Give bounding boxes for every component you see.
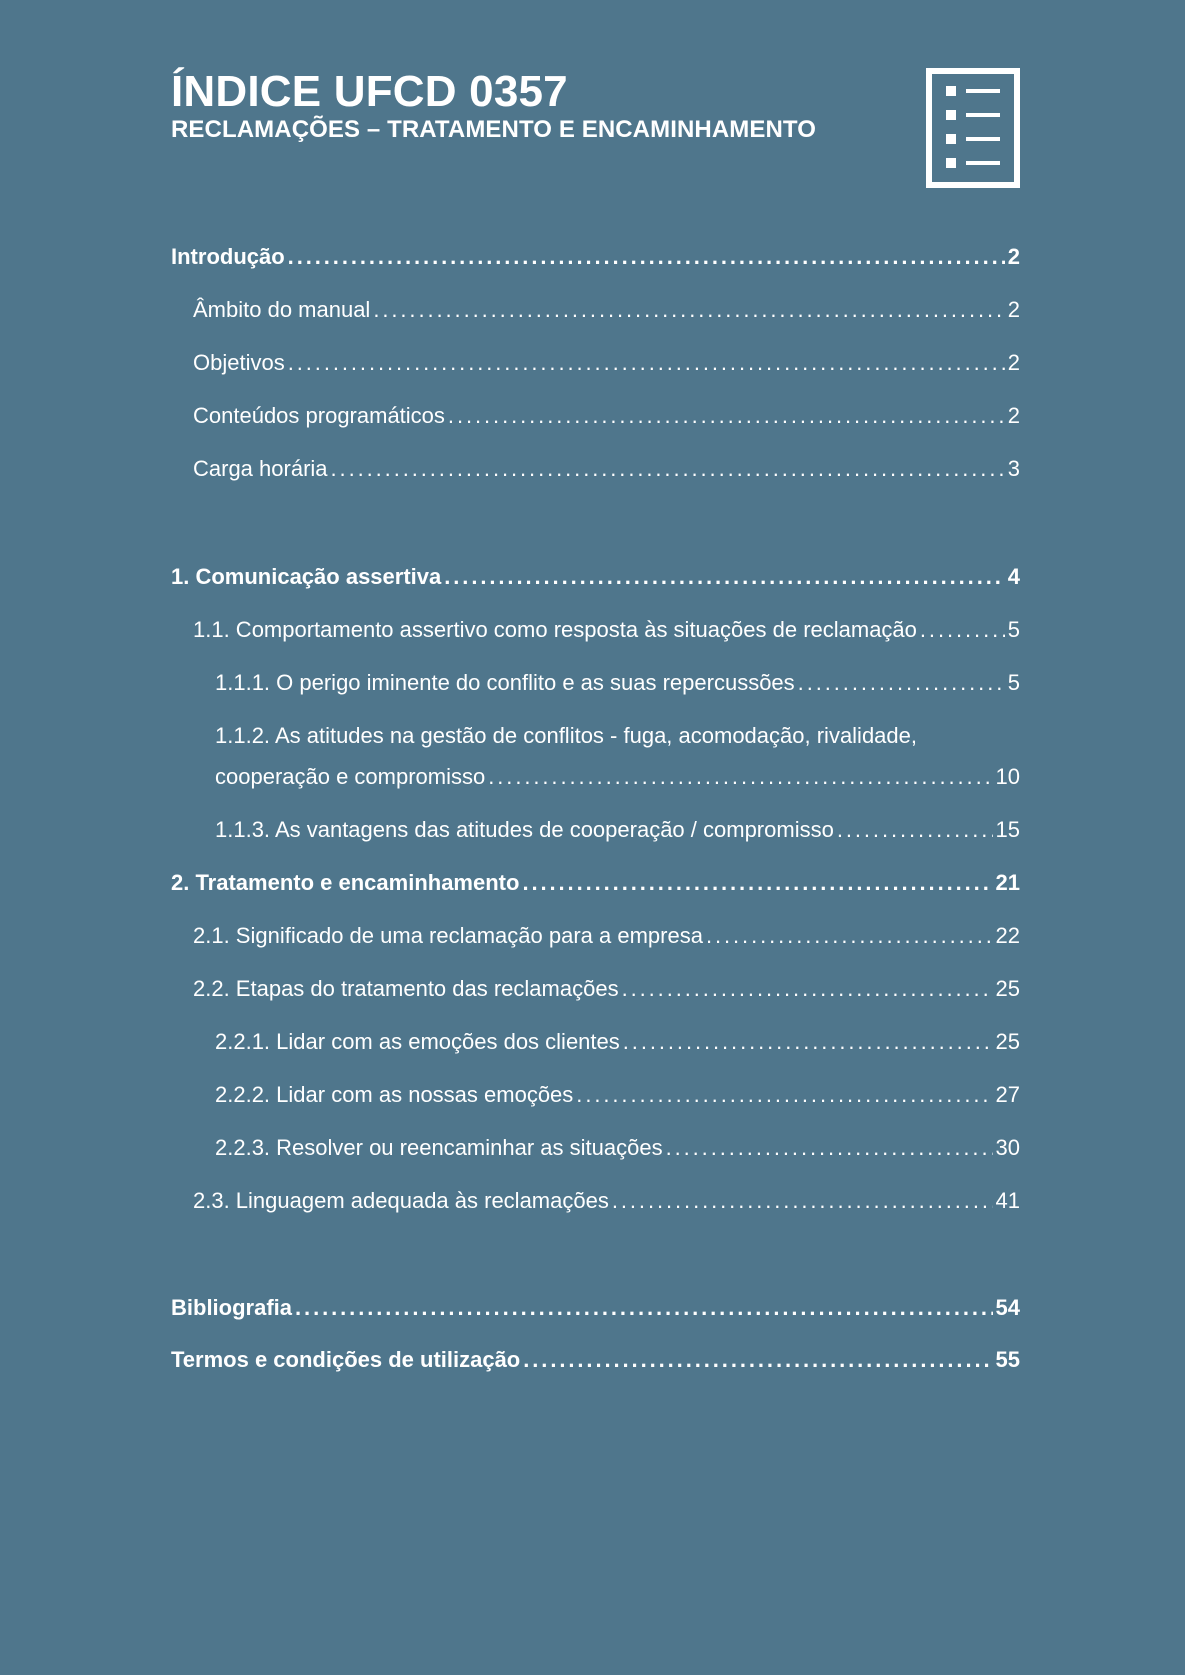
toc-entry-page: 30: [995, 1135, 1020, 1160]
dot-leader: [666, 1127, 993, 1168]
toc-entry-page: 27: [995, 1082, 1020, 1107]
dot-leader: [295, 1287, 993, 1328]
toc-entry-page: 22: [995, 923, 1020, 948]
toc-entry-etapas[interactable]: [171, 968, 1020, 1009]
toc-entry-page: 2: [1007, 244, 1020, 269]
toc-entry-page: 3: [1007, 456, 1020, 481]
dot-leader: [331, 448, 1005, 489]
dot-leader: [288, 236, 1005, 277]
toc-entry-perigo-conflito[interactable]: [171, 662, 1020, 703]
toc-entry-significado[interactable]: [171, 915, 1020, 956]
toc-entry-label: 1.1.1. O perigo iminente do conflito e as suas repercussões: [215, 670, 795, 695]
dot-leader: [706, 915, 993, 956]
toc-entry-label: Carga horária: [193, 456, 328, 481]
toc-entry-bibliografia[interactable]: [171, 1287, 1020, 1328]
toc-entry-label: Objetivos: [193, 350, 285, 375]
toc-entry-page: 5: [1007, 617, 1020, 642]
toc-entry-label: 2. Tratamento e encaminhamento: [171, 870, 520, 895]
dot-leader: [576, 1074, 992, 1115]
dot-leader: [288, 342, 1005, 383]
toc-entry-page: 41: [995, 1188, 1020, 1213]
toc-entry-label: 1.1.3. As vantagens das atitudes de cooperação / compromisso: [215, 817, 834, 842]
dot-leader: [623, 1021, 993, 1062]
dot-leader: [837, 809, 993, 850]
toc-entry-resolver[interactable]: [171, 1127, 1020, 1168]
toc-entry-page: 2: [1007, 403, 1020, 428]
toc-entry-comportamento-assertivo[interactable]: [171, 609, 1020, 650]
toc-entry-label: Âmbito do manual: [193, 297, 371, 322]
dot-leader: [920, 609, 1005, 650]
toc-entry-page: 21: [995, 870, 1020, 895]
dot-leader: [612, 1180, 993, 1221]
toc-entry-conteudos[interactable]: [171, 395, 1020, 436]
toc-entry-label-line2: cooperação e compromisso: [215, 764, 486, 789]
dot-leader: [522, 862, 992, 903]
toc-entry-page: 4: [1007, 564, 1020, 589]
toc-entry-label: 2.2.1. Lidar com as emoções dos clientes: [215, 1029, 620, 1054]
toc-entry-page: 5: [1007, 670, 1020, 695]
toc-entry-page: 54: [995, 1295, 1020, 1320]
toc-entry-comunicacao-assertiva[interactable]: [171, 556, 1020, 597]
toc-entry-nossas-emocoes[interactable]: [171, 1074, 1020, 1115]
toc-entry-label: Bibliografia: [171, 1295, 293, 1320]
toc-entry-page: 15: [995, 817, 1020, 842]
toc-entry-label: Introdução: [171, 244, 285, 269]
toc-entry-termos[interactable]: [171, 1339, 1020, 1380]
toc-entry-label-line1: 1.1.2. As atitudes na gestão de conflitos - fuga, acomodação, rivalidade,: [215, 723, 918, 748]
toc-entry-page: 2: [1007, 350, 1020, 375]
toc-entry-label: 1. Comunicação assertiva: [171, 564, 442, 589]
toc-entry-linguagem[interactable]: [171, 1180, 1020, 1221]
toc-entry-label: 2.2.2. Lidar com as nossas emoções: [215, 1082, 574, 1107]
toc-entry-vantagens[interactable]: [171, 809, 1020, 850]
dot-leader: [523, 1339, 992, 1380]
toc-entry-label: Conteúdos programáticos: [193, 403, 445, 428]
toc-entry-label: 1.1. Comportamento assertivo como resposta às situações de reclamação: [193, 617, 917, 642]
toc-entry-page: 25: [995, 1029, 1020, 1054]
toc-entry-carga-horaria[interactable]: [171, 448, 1020, 489]
toc-entry-tratamento[interactable]: [171, 862, 1020, 903]
toc-entry-page: 10: [995, 764, 1020, 789]
toc-entry-objetivos[interactable]: [171, 342, 1020, 383]
toc-entry-ambito[interactable]: [171, 289, 1020, 330]
dot-leader: [373, 289, 1004, 330]
list-document-icon: [926, 68, 1020, 188]
dot-leader: [622, 968, 993, 1009]
toc-entry-atitudes-gestao[interactable]: [171, 715, 1020, 797]
page-title: ÍNDICE UFCD 0357: [171, 67, 568, 116]
toc-entry-introducao[interactable]: [171, 236, 1020, 277]
dot-leader: [448, 395, 1005, 436]
dot-leader: [444, 556, 1005, 597]
toc-entry-label: 2.2.3. Resolver ou reencaminhar as situações: [215, 1135, 663, 1160]
dot-leader: [798, 662, 1005, 703]
toc-entry-label: 2.2. Etapas do tratamento das reclamações: [193, 976, 619, 1001]
toc-entry-label: Termos e condições de utilização: [171, 1347, 521, 1372]
toc-entry-label: 2.3. Linguagem adequada às reclamações: [193, 1188, 609, 1213]
page-header: [171, 68, 1021, 144]
page-subtitle: RECLAMAÇÕES – TRATAMENTO E ENCAMINHAMENTO: [171, 116, 816, 143]
toc-entry-emocoes-clientes[interactable]: [171, 1021, 1020, 1062]
dot-leader: [488, 756, 992, 797]
toc-entry-page: 25: [995, 976, 1020, 1001]
toc-entry-page: 55: [995, 1347, 1020, 1372]
toc-entry-label: 2.1. Significado de uma reclamação para a empresa: [193, 923, 703, 948]
toc-entry-page: 2: [1007, 297, 1020, 322]
